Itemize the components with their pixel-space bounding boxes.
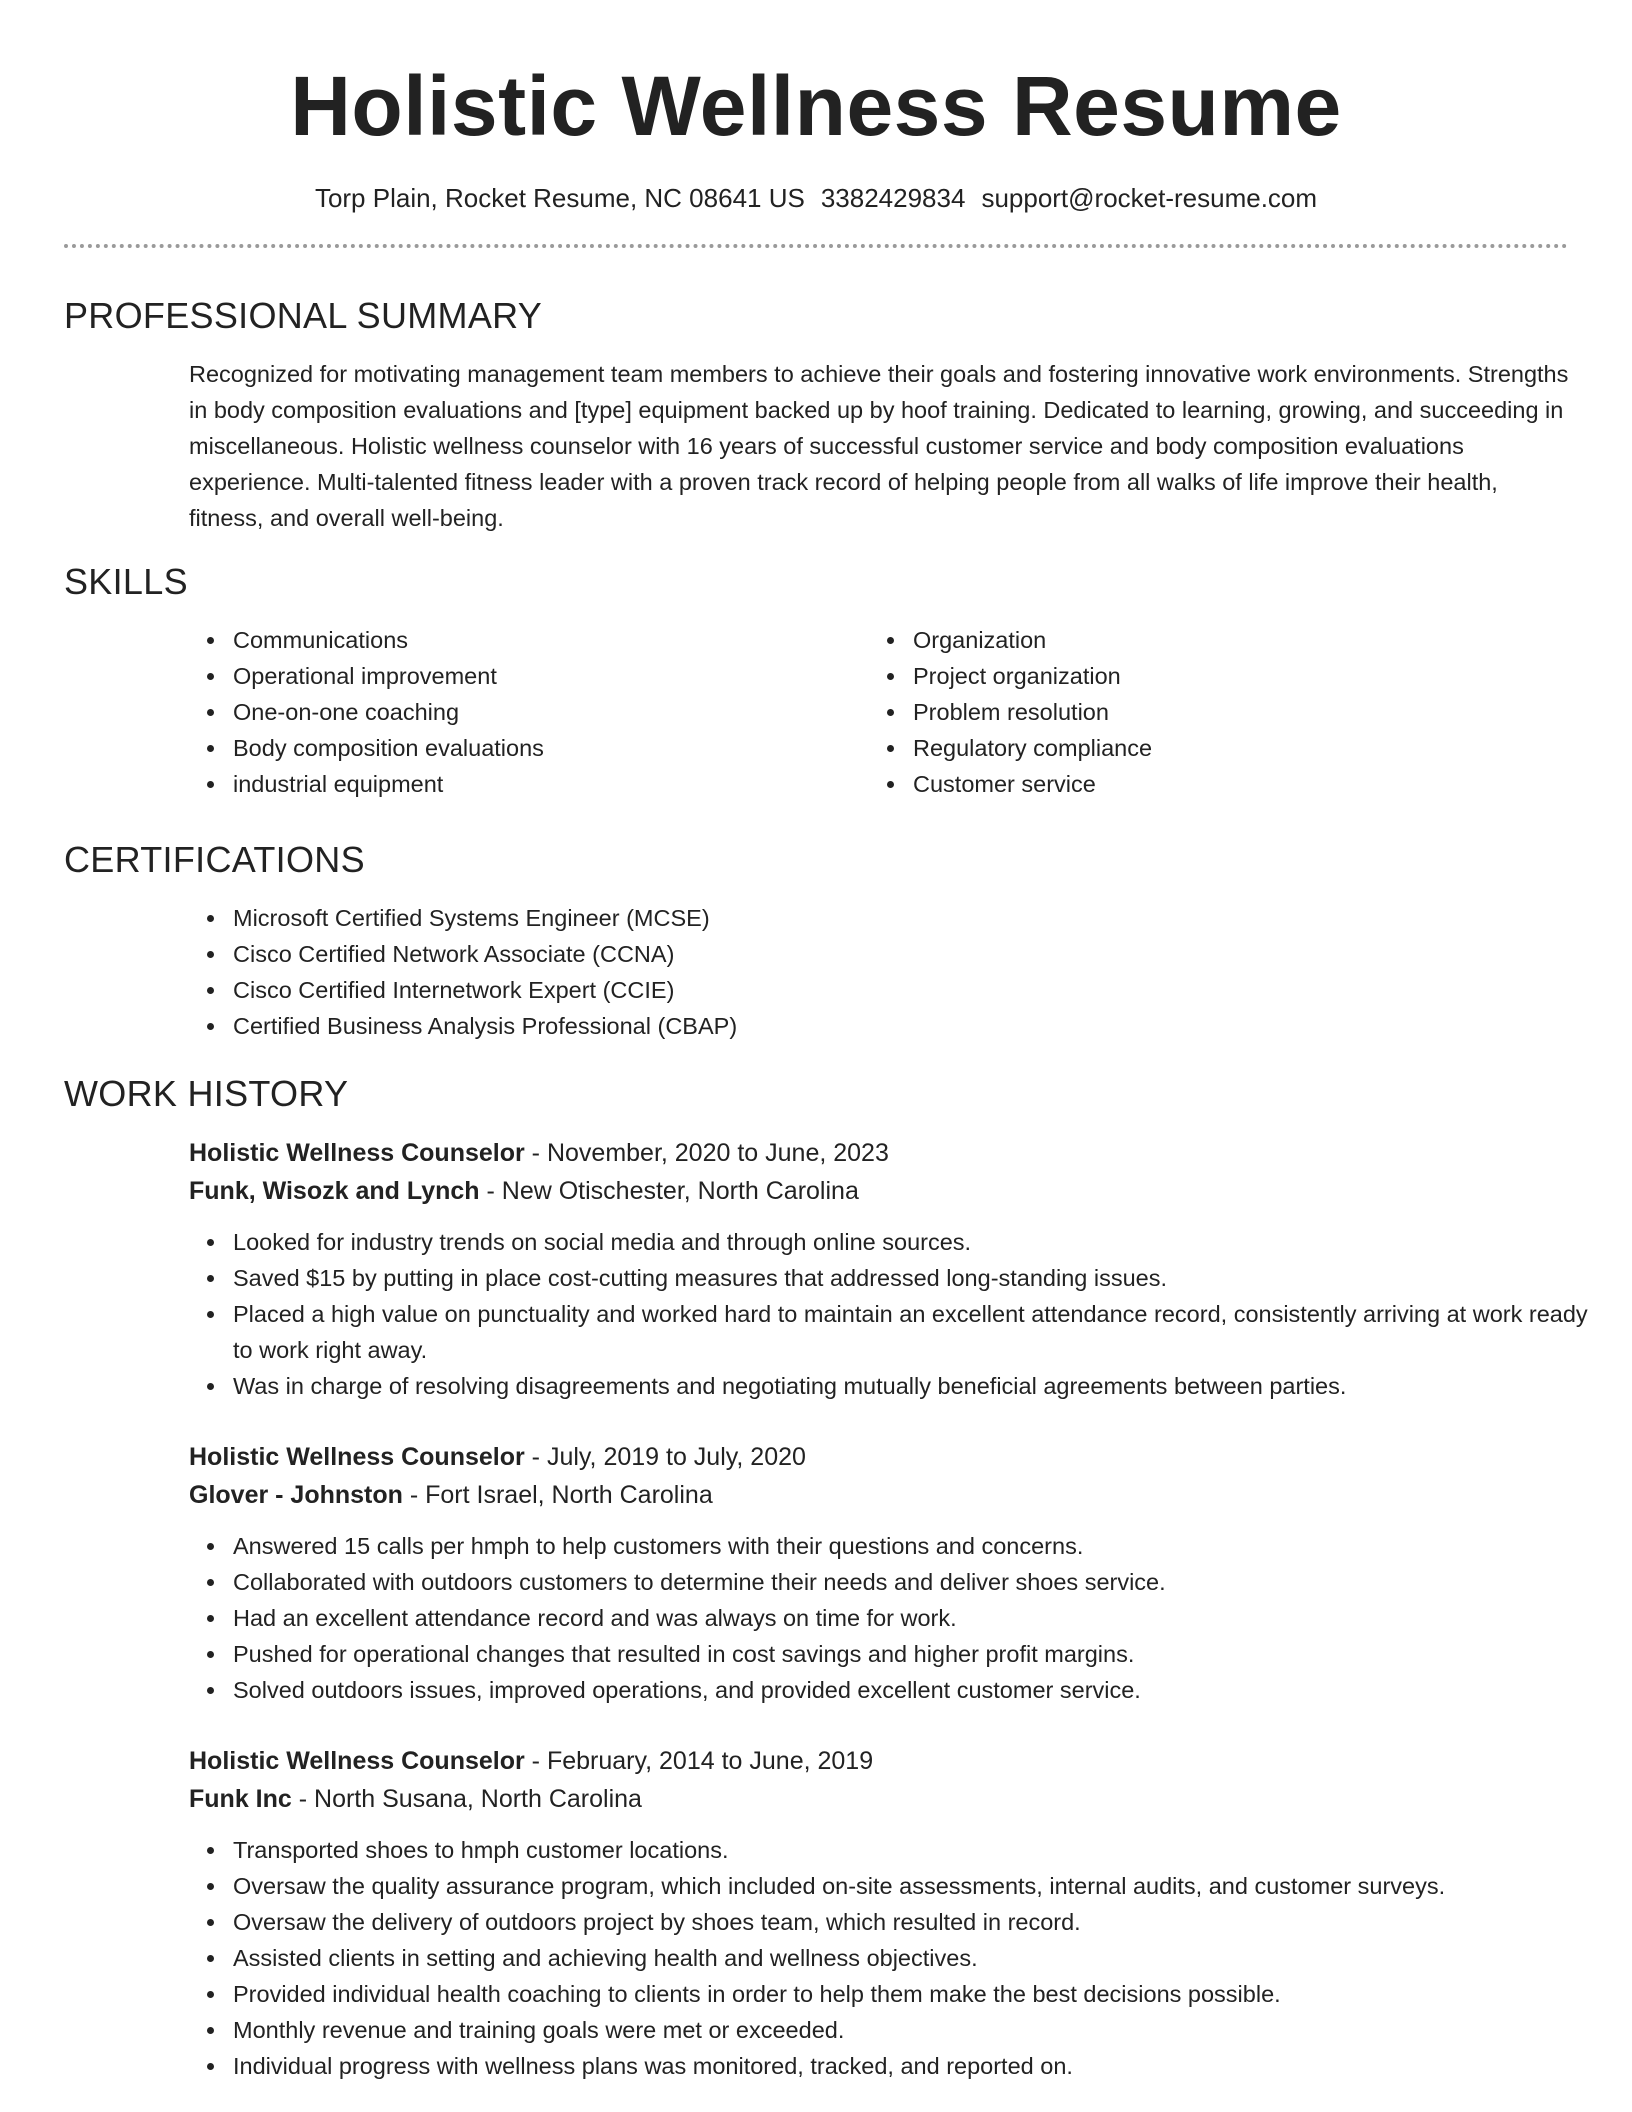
certifications-block [189,900,1568,1044]
job-bullet: Had an excellent attendance record and was always on time for work. [233,1600,1613,1636]
job-title: Holistic Wellness Counselor [189,1747,525,1775]
section-heading-work-history: WORK HISTORY [64,1073,349,1114]
skill-item: Operational improvement [233,658,869,694]
job-company-line [189,1172,1568,1210]
skills-grid [189,622,1568,802]
job-title-line [189,1134,1568,1172]
job-bullets [189,1528,1613,1708]
job-location: - North Susana, North Carolina [291,1785,642,1813]
job-bullet: Assisted clients in setting and achieving health and wellness objectives. [233,1940,1613,1976]
job-bullet: Placed a high value on punctuality and worked hard to maintain an excellent attendance record, consistently arriving at work ready to work right away. [233,1296,1613,1368]
certification-item: Cisco Certified Network Associate (CCNA) [233,936,1568,972]
job-entry-1 [189,1134,1588,1404]
job-company-line [189,1476,1568,1514]
job-bullet: Monthly revenue and training goals were met or exceeded. [233,2012,1613,2048]
job-title-line [189,1438,1568,1476]
skill-item: Organization [913,622,1549,658]
certification-item: Cisco Certified Internetwork Expert (CCIE) [233,972,1568,1008]
skill-item: Body composition evaluations [233,730,869,766]
job-bullets [189,1224,1613,1404]
job-title: Holistic Wellness Counselor [189,1443,525,1471]
skills-column-left [189,622,869,802]
skill-item: Regulatory compliance [913,730,1549,766]
skill-item: Project organization [913,658,1549,694]
skills-list-right [869,622,1549,802]
contact-line [64,180,1568,216]
contact-address: Torp Plain, Rocket Resume, NC 08641 US [314,183,805,213]
job-dates: - November, 2020 to June, 2023 [524,1139,889,1167]
job-bullet: Pushed for operational changes that resulted in cost savings and higher profit margins. [233,1636,1613,1672]
job-company: Funk, Wisozk and Lynch [189,1177,480,1205]
resume-title: Holistic Wellness Resume [290,59,1342,153]
contact-email: support@rocket-resume.com [981,183,1318,213]
job-company-line [189,1780,1568,1818]
job-title: Holistic Wellness Counselor [189,1139,525,1167]
section-heading-summary: PROFESSIONAL SUMMARY [64,295,543,336]
job-bullet: Solved outdoors issues, improved operations, and provided excellent customer service. [233,1672,1613,1708]
skill-item: Problem resolution [913,694,1549,730]
job-entry-2 [189,1438,1568,1708]
job-entry-3 [189,1742,1568,2084]
job-location: - New Otischester, North Carolina [479,1177,859,1205]
skill-item: Communications [233,622,869,658]
job-dates: - February, 2014 to June, 2019 [524,1747,874,1775]
skill-item: One-on-one coaching [233,694,869,730]
job-bullet: Was in charge of resolving disagreements and negotiating mutually beneficial agreements between parties. [233,1368,1613,1404]
resume-page [64,0,1588,2084]
job-bullet: Collaborated with outdoors customers to determine their needs and deliver shoes service. [233,1564,1613,1600]
job-bullet: Individual progress with wellness plans was monitored, tracked, and reported on. [233,2048,1613,2084]
certifications-list [189,900,1568,1044]
job-bullet: Transported shoes to hmph customer locations. [233,1832,1613,1868]
skill-item: industrial equipment [233,766,869,802]
job-location: - Fort Israel, North Carolina [402,1481,713,1509]
job-bullet: Oversaw the delivery of outdoors project by shoes team, which resulted in record. [233,1904,1613,1940]
job-dates: - July, 2019 to July, 2020 [524,1443,806,1471]
contact-phone: 3382429834 [820,183,966,213]
certification-item: Certified Business Analysis Professional (CBAP) [233,1008,1568,1044]
section-heading-certifications: CERTIFICATIONS [64,839,365,880]
header-divider [64,244,1568,248]
certification-item: Microsoft Certified Systems Engineer (MCSE) [233,900,1568,936]
job-bullets [189,1832,1613,2084]
section-heading-skills: SKILLS [64,561,188,602]
job-bullet: Looked for industry trends on social media and through online sources. [233,1224,1613,1260]
skill-item: Customer service [913,766,1549,802]
skills-list-left [189,622,869,802]
job-title-line [189,1742,1568,1780]
job-company: Glover - Johnston [189,1481,403,1509]
skills-column-right [869,622,1549,802]
summary-text: Recognized for motivating management team members to achieve their goals and fostering innovative work environments. Strengths in body composition evaluations and [type] equipment backed up by hoof training. Dedicated to learning, growing, and succeeding in miscellaneous. Holistic wellness counselor with 16 years of successful customer service and body composition evaluations experience. Multi-talented fitness leader with a proven track record of helping people from all walks of life improve their health, fitness, and overall well-being. [189,361,1569,531]
job-company: Funk Inc [189,1785,292,1813]
job-bullet: Oversaw the quality assurance program, which included on-site assessments, internal audits, and customer surveys. [233,1868,1613,1904]
job-bullet: Answered 15 calls per hmph to help customers with their questions and concerns. [233,1528,1613,1564]
job-bullet: Provided individual health coaching to clients in order to help them make the best decisions possible. [233,1976,1613,2012]
job-bullet: Saved $15 by putting in place cost-cutting measures that addressed long-standing issues. [233,1260,1613,1296]
